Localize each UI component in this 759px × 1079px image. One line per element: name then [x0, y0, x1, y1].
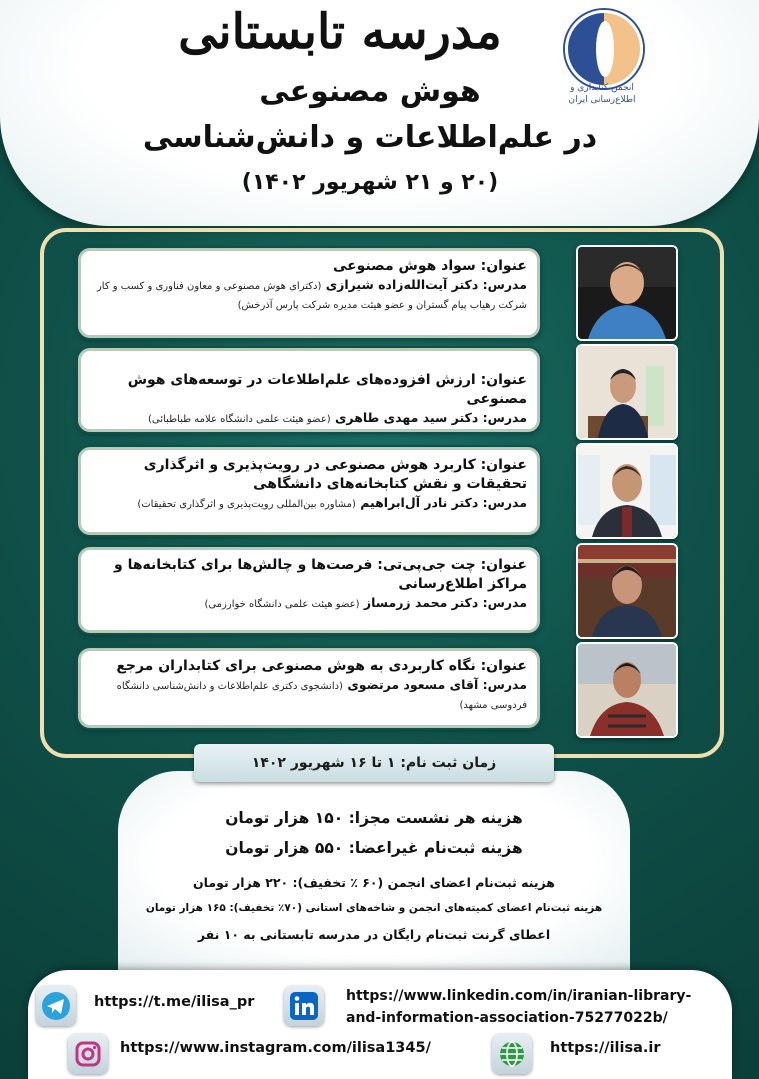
- session-teacher-note: (دانشجوی دکتری علم‌اطلاعات و دانش‌شناسی دانشگاه فردوسی مشهد): [116, 681, 527, 711]
- session-teacher-note: (عضو هیئت علمی دانشگاه خوارزمی): [204, 599, 360, 610]
- header-banner: [0, 0, 759, 226]
- teacher-photo-3: [576, 443, 678, 539]
- session-teacher: [91, 409, 527, 428]
- session-card-4: [78, 547, 540, 633]
- subtitle-field: در علم‌اطلاعات و دانش‌شناسی: [142, 120, 598, 155]
- logo-caption: انجمن کتابداری و اطلاع‌رسانی ایران: [568, 83, 636, 105]
- globe-icon[interactable]: [492, 1034, 532, 1074]
- telegram-icon[interactable]: [36, 986, 76, 1026]
- session-card-3: [78, 447, 540, 535]
- session-card-2: [78, 348, 540, 432]
- linkedin-icon[interactable]: [284, 986, 324, 1026]
- registration-period: زمان ثبت نام: ۱ تا ۱۶ شهریور ۱۴۰۲: [194, 744, 554, 782]
- session-teacher: [91, 594, 527, 613]
- session-teacher-name: مدرس: دکتر نادر آل‌ابراهیم: [360, 495, 527, 510]
- session-teacher-note: (عضو هیئت علمی دانشگاه علامه طباطبائی): [148, 414, 331, 425]
- telegram-link[interactable]: https://t.me/ilisa_pr: [94, 994, 255, 1010]
- event-date: (۲۰ و ۲۱ شهریور ۱۴۰۲): [241, 170, 499, 195]
- session-title: عنوان: چت جی‌پی‌تی: فرصت‌ها و چالش‌ها برای کتابخانه‌ها و مراکز اطلاع‌رسانی: [114, 557, 527, 592]
- session-title: عنوان: نگاه کاربردی به هوش مصنوعی برای کتابداران مرجع: [116, 658, 527, 674]
- teacher-photo-2: [576, 344, 678, 440]
- session-title: عنوان: ارزش افزوده‌های علم‌اطلاعات در توسعه‌های هوش مصنوعی: [127, 372, 527, 407]
- page-title: مدرسه تابستانی: [178, 4, 502, 60]
- instagram-link[interactable]: https://www.instagram.com/ilisa1345/: [120, 1040, 431, 1056]
- session-card-5: [78, 648, 540, 728]
- website-link[interactable]: https://ilisa.ir: [550, 1040, 661, 1056]
- fee-free-grant: اعطای گرنت ثبت‌نام رایگان در مدرسه تابستانی به ۱۰ نفر: [197, 927, 551, 942]
- session-teacher-name: مدرس: آقای مسعود مرتضوی: [347, 677, 527, 692]
- teacher-photo-1: [576, 245, 678, 341]
- session-teacher: [91, 494, 527, 513]
- session-title: عنوان: کاربرد هوش مصنوعی در رویت‌پذیری و اثرگذاری تحقیقات و نقش کتابخانه‌های دانشگاهی: [143, 457, 527, 492]
- session-teacher: [91, 676, 527, 714]
- session-teacher-name: مدرس: دکتر سید مهدی طاهری: [334, 410, 527, 425]
- session-card-1: [78, 248, 540, 338]
- session-title: عنوان: سواد هوش مصنوعی: [332, 258, 527, 274]
- session-teacher-name: مدرس: دکتر محمد زرمساز: [363, 595, 527, 610]
- fee-committee-members: هزینه ثبت‌نام اعضای کمیته‌های انجمن و شاخه‌های استانی (۷۰٪ تخفیف): ۱۶۵ هزار تومان: [145, 902, 603, 914]
- fee-single-session: هزینه هر نشست مجزا: ۱۵۰ هزار تومان: [225, 809, 523, 827]
- fee-non-members: هزینه ثبت‌نام غیراعضا: ۵۵۰ هزار تومان: [225, 839, 523, 857]
- session-teacher: [91, 276, 527, 314]
- teacher-photo-5: [576, 642, 678, 738]
- fee-members: هزینه ثبت‌نام اعضای انجمن (۶۰ ٪ تخفیف): ۲۲۰ هزار تومان: [193, 875, 555, 890]
- instagram-icon[interactable]: [68, 1034, 108, 1074]
- linkedin-link-line1[interactable]: https://www.linkedin.com/in/iranian-library-: [346, 988, 692, 1004]
- session-teacher-note: (مشاوره بین‌المللی رویت‌پذیری و اثرگذاری تحقیقات): [137, 499, 356, 510]
- linkedin-link-line2[interactable]: and-information-association-75277022b/: [346, 1010, 668, 1026]
- session-teacher-note: (دکترای هوش مصنوعی و معاون فناوری و کسب و کار شرکت رهیاب پیام گستران و عضو هیئت مدیره شرکت پارس آذرخش): [96, 281, 527, 311]
- session-teacher-name: مدرس: دکتر آیت‌الله‌زاده شیرازی: [325, 277, 527, 292]
- subtitle-ai: هوش مصنوعی: [259, 74, 481, 109]
- footer-links: [28, 970, 732, 1079]
- teacher-photo-4: [576, 543, 678, 639]
- fees-panel: [118, 771, 630, 971]
